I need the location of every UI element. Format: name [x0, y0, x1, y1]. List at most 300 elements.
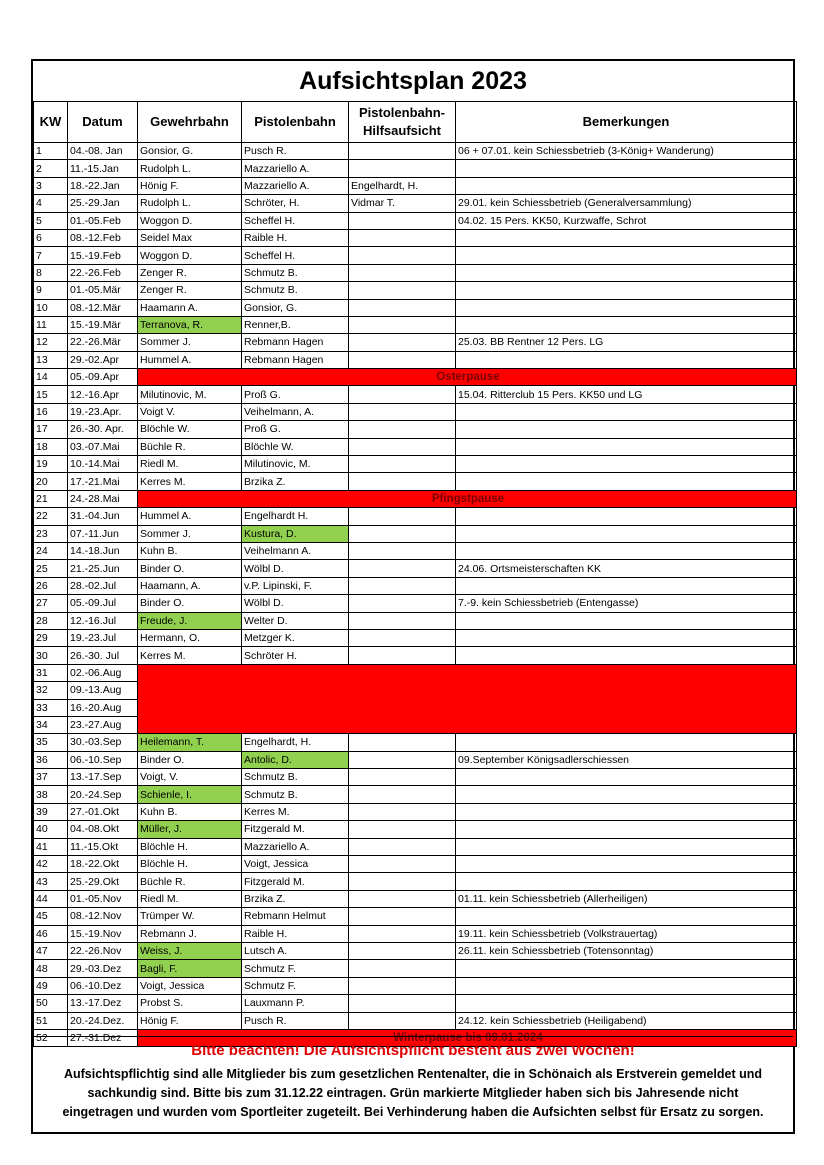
hilfsaufsicht-cell [349, 316, 456, 333]
table-row [34, 247, 797, 264]
kw-cell: 26 [34, 577, 68, 594]
hilfsaufsicht-cell [349, 560, 456, 577]
table-row [34, 229, 797, 246]
pistolenbahn-cell: Proß G. [242, 386, 349, 403]
kw-cell: 38 [34, 786, 68, 803]
gewehrbahn-cell: Hönig F. [138, 1012, 242, 1029]
pistolenbahn-cell: Schmutz B. [242, 786, 349, 803]
bemerkung-cell [456, 960, 797, 977]
gewehrbahn-cell: Hummel A. [138, 508, 242, 525]
bemerkung-cell [456, 177, 797, 194]
gewehrbahn-cell: Voigt, V. [138, 769, 242, 786]
table-row [34, 960, 797, 977]
pistolenbahn-cell: Renner,B. [242, 316, 349, 333]
table-row [34, 942, 797, 959]
bemerkung-cell [456, 786, 797, 803]
table-row [34, 508, 797, 525]
bemerkung-cell [456, 612, 797, 629]
kw-cell: 1 [34, 143, 68, 160]
date-cell: 18.-22.Okt [68, 856, 138, 873]
table-row [34, 856, 797, 873]
table-row [34, 577, 797, 594]
table-row [34, 560, 797, 577]
table-row [34, 334, 797, 351]
date-cell: 11.-15.Jan [68, 160, 138, 177]
bemerkung-cell: 04.02. 15 Pers. KK50, Kurzwaffe, Schrot [456, 212, 797, 229]
pistolenbahn-cell: v.P. Lipinski, F. [242, 577, 349, 594]
bemerkung-cell [456, 734, 797, 751]
gewehrbahn-cell: Blöchle H. [138, 856, 242, 873]
hilfsaufsicht-cell [349, 821, 456, 838]
bemerkung-cell [456, 508, 797, 525]
hilfsaufsicht-cell [349, 212, 456, 229]
pistolenbahn-cell: Brzika Z. [242, 890, 349, 907]
bemerkung-cell [456, 229, 797, 246]
hilfsaufsicht-cell [349, 456, 456, 473]
kw-cell: 7 [34, 247, 68, 264]
kw-cell: 42 [34, 856, 68, 873]
hilfsaufsicht-cell [349, 803, 456, 820]
date-cell: 15.-19.Nov [68, 925, 138, 942]
bemerkung-cell [456, 577, 797, 594]
footer [33, 1036, 793, 1133]
kw-cell: 46 [34, 925, 68, 942]
page-title: Aufsichtsplan 2023 [33, 61, 793, 102]
hilfsaufsicht-cell [349, 647, 456, 664]
date-cell: 25.-29.Jan [68, 195, 138, 212]
hilfsaufsicht-cell [349, 160, 456, 177]
schedule-rows [34, 143, 797, 1047]
hilfsaufsicht-cell [349, 838, 456, 855]
bemerkung-cell [456, 282, 797, 299]
hilfsaufsicht-cell [349, 751, 456, 768]
bemerkung-cell: 24.12. kein Schiessbetrieb (Heiligabend) [456, 1012, 797, 1029]
kw-cell: 52 [34, 1029, 68, 1046]
kw-cell: 21 [34, 490, 68, 507]
header-hilfsaufsicht-line1: Pistolenbahn- [359, 105, 445, 120]
pistolenbahn-cell: Veihelmann, A. [242, 403, 349, 420]
bemerkung-cell [456, 456, 797, 473]
pistolenbahn-cell: Proß G. [242, 421, 349, 438]
kw-cell: 37 [34, 769, 68, 786]
table-row [34, 525, 797, 542]
kw-cell: 10 [34, 299, 68, 316]
gewehrbahn-cell: Woggon D. [138, 247, 242, 264]
date-cell: 02.-06.Aug [68, 664, 138, 681]
pistolenbahn-cell: Fitzgerald M. [242, 873, 349, 890]
kw-cell: 32 [34, 682, 68, 699]
bemerkung-cell: 26.11. kein Schiessbetrieb (Totensonntag) [456, 942, 797, 959]
footer-text: Aufsichtspflichtig sind alle Mitglieder bis zum gesetzlichen Rentenalter, die in Schönaich als Erstverein gemeldet und sachkundig sind. Bitte bis zum 31.12.22 eintragen. Grün markierte Mitglieder haben sich bis Jahresende nicht eingetragen und wurden vom Sportleiter zugeteilt. Bei Verhinderung haben die Aufsichten selbst für Ersatz zu sorgen. [62, 1067, 764, 1119]
pistolenbahn-cell: Schröter, H. [242, 195, 349, 212]
date-cell: 27.-31.Dez [68, 1029, 138, 1046]
table-row [34, 264, 797, 281]
hilfsaufsicht-cell [349, 403, 456, 420]
gewehrbahn-cell: Hönig F. [138, 177, 242, 194]
pistolenbahn-cell: Blöchle W. [242, 438, 349, 455]
date-cell: 17.-21.Mai [68, 473, 138, 490]
header-kw: KW [34, 102, 68, 143]
hilfsaufsicht-cell [349, 890, 456, 907]
date-cell: 26.-30. Jul [68, 647, 138, 664]
table-row [34, 873, 797, 890]
table-row [34, 595, 797, 612]
table-row [34, 612, 797, 629]
hilfsaufsicht-cell [349, 856, 456, 873]
hilfsaufsicht-cell [349, 473, 456, 490]
gewehrbahn-cell: Weiss, J. [138, 942, 242, 959]
pistolenbahn-cell: Schmutz B. [242, 264, 349, 281]
hilfsaufsicht-cell [349, 629, 456, 646]
table-row [34, 751, 797, 768]
table-row [34, 177, 797, 194]
table-row [34, 369, 797, 386]
gewehrbahn-cell: Seidel Max [138, 229, 242, 246]
pause-block [138, 664, 797, 734]
kw-cell: 15 [34, 386, 68, 403]
date-cell: 08.-12.Feb [68, 229, 138, 246]
kw-cell: 30 [34, 647, 68, 664]
gewehrbahn-cell: Zenger R. [138, 264, 242, 281]
table-row [34, 925, 797, 942]
hilfsaufsicht-cell [349, 508, 456, 525]
gewehrbahn-cell: Büchle R. [138, 873, 242, 890]
kw-cell: 3 [34, 177, 68, 194]
pistolenbahn-cell: Engelhardt H. [242, 508, 349, 525]
bemerkung-cell: 7.-9. kein Schiessbetrieb (Entengasse) [456, 595, 797, 612]
hilfsaufsicht-cell [349, 351, 456, 368]
kw-cell: 43 [34, 873, 68, 890]
gewehrbahn-cell: Rudolph L. [138, 195, 242, 212]
date-cell: 06.-10.Sep [68, 751, 138, 768]
notice-text: Bitte beachten! Die Aufsichtspflicht besteht aus zwei Wochen! [191, 1042, 635, 1059]
table-row [34, 890, 797, 907]
bemerkung-cell [456, 542, 797, 559]
date-cell: 09.-13.Aug [68, 682, 138, 699]
hilfsaufsicht-cell [349, 960, 456, 977]
pistolenbahn-cell: Schmutz B. [242, 769, 349, 786]
date-cell: 12.-16.Apr [68, 386, 138, 403]
kw-cell: 23 [34, 525, 68, 542]
bemerkung-cell [456, 629, 797, 646]
kw-cell: 36 [34, 751, 68, 768]
kw-cell: 39 [34, 803, 68, 820]
pistolenbahn-cell: Schmutz F. [242, 960, 349, 977]
gewehrbahn-cell: Kuhn B. [138, 803, 242, 820]
pistolenbahn-cell: Raible H. [242, 925, 349, 942]
kw-cell: 19 [34, 456, 68, 473]
gewehrbahn-cell: Probst S. [138, 995, 242, 1012]
table-row [34, 456, 797, 473]
gewehrbahn-cell: Kuhn B. [138, 542, 242, 559]
date-cell: 01.-05.Feb [68, 212, 138, 229]
gewehrbahn-cell: Trümper W. [138, 908, 242, 925]
pistolenbahn-cell: Metzger K. [242, 629, 349, 646]
date-cell: 01.-05.Mär [68, 282, 138, 299]
bemerkung-cell [456, 908, 797, 925]
bemerkung-cell [456, 160, 797, 177]
pause-banner: Winterpause bis 09.01.2024 [138, 1029, 797, 1046]
table-row [34, 143, 797, 160]
hilfsaufsicht-cell [349, 542, 456, 559]
bemerkung-cell [456, 403, 797, 420]
kw-cell: 16 [34, 403, 68, 420]
hilfsaufsicht-cell [349, 873, 456, 890]
date-cell: 25.-29.Okt [68, 873, 138, 890]
gewehrbahn-cell: Binder O. [138, 751, 242, 768]
bemerkung-cell [456, 856, 797, 873]
table-row [34, 821, 797, 838]
gewehrbahn-cell: Rebmann J. [138, 925, 242, 942]
kw-cell: 8 [34, 264, 68, 281]
kw-cell: 22 [34, 508, 68, 525]
kw-cell: 20 [34, 473, 68, 490]
hilfsaufsicht-cell: Vidmar T. [349, 195, 456, 212]
pistolenbahn-cell: Mazzariello A. [242, 177, 349, 194]
gewehrbahn-cell: Voigt, Jessica [138, 977, 242, 994]
kw-cell: 25 [34, 560, 68, 577]
date-cell: 27.-01.Okt [68, 803, 138, 820]
date-cell: 20.-24.Dez. [68, 1012, 138, 1029]
date-cell: 22.-26.Mär [68, 334, 138, 351]
table-row [34, 629, 797, 646]
gewehrbahn-cell: Kerres M. [138, 647, 242, 664]
kw-cell: 29 [34, 629, 68, 646]
date-cell: 07.-11.Jun [68, 525, 138, 542]
bemerkung-cell [456, 873, 797, 890]
gewehrbahn-cell: Haamann, A. [138, 577, 242, 594]
kw-cell: 27 [34, 595, 68, 612]
date-cell: 08.-12.Mär [68, 299, 138, 316]
gewehrbahn-cell: Sommer J. [138, 525, 242, 542]
pistolenbahn-cell: Scheffel H. [242, 212, 349, 229]
hilfsaufsicht-cell [349, 734, 456, 751]
gewehrbahn-cell: Riedl M. [138, 456, 242, 473]
kw-cell: 50 [34, 995, 68, 1012]
pistolenbahn-cell: Gonsior, G. [242, 299, 349, 316]
hilfsaufsicht-cell [349, 942, 456, 959]
kw-cell: 45 [34, 908, 68, 925]
gewehrbahn-cell: Hummel A. [138, 351, 242, 368]
pause-banner: Osterpause [138, 369, 797, 386]
bemerkung-cell [456, 473, 797, 490]
schedule-table [33, 101, 797, 1047]
table-row [34, 769, 797, 786]
kw-cell: 4 [34, 195, 68, 212]
hilfsaufsicht-cell [349, 595, 456, 612]
gewehrbahn-cell: Freude, J. [138, 612, 242, 629]
date-cell: 30.-03.Sep [68, 734, 138, 751]
pistolenbahn-cell: Mazzariello A. [242, 838, 349, 855]
table-row [34, 473, 797, 490]
pistolenbahn-cell: Schmutz F. [242, 977, 349, 994]
kw-cell: 48 [34, 960, 68, 977]
gewehrbahn-cell: Milutinovic, M. [138, 386, 242, 403]
date-cell: 26.-30. Apr. [68, 421, 138, 438]
pistolenbahn-cell: Rebmann Hagen [242, 334, 349, 351]
table-row [34, 421, 797, 438]
hilfsaufsicht-cell [349, 525, 456, 542]
date-cell: 19.-23.Jul [68, 629, 138, 646]
kw-cell: 24 [34, 542, 68, 559]
table-row [34, 403, 797, 420]
gewehrbahn-cell: Blöchle H. [138, 838, 242, 855]
kw-cell: 11 [34, 316, 68, 333]
bemerkung-cell: 09.September Königsadlerschiessen [456, 751, 797, 768]
hilfsaufsicht-cell [349, 769, 456, 786]
hilfsaufsicht-cell [349, 438, 456, 455]
hilfsaufsicht-cell [349, 247, 456, 264]
kw-cell: 34 [34, 716, 68, 733]
date-cell: 08.-12.Nov [68, 908, 138, 925]
date-cell: 12.-16.Jul [68, 612, 138, 629]
table-row [34, 160, 797, 177]
header-gewehrbahn: Gewehrbahn [138, 102, 242, 143]
header-row [34, 102, 797, 143]
date-cell: 01.-05.Nov [68, 890, 138, 907]
table-row [34, 803, 797, 820]
hilfsaufsicht-cell [349, 143, 456, 160]
pistolenbahn-cell: Voigt, Jessica [242, 856, 349, 873]
bemerkung-cell [456, 351, 797, 368]
date-cell: 19.-23.Apr. [68, 403, 138, 420]
table-row [34, 386, 797, 403]
date-cell: 28.-02.Jul [68, 577, 138, 594]
table-row [34, 299, 797, 316]
date-cell: 24.-28.Mai [68, 490, 138, 507]
bemerkung-cell [456, 299, 797, 316]
kw-cell: 5 [34, 212, 68, 229]
header-datum: Datum [68, 102, 138, 143]
pistolenbahn-cell: Antolic, D. [242, 751, 349, 768]
gewehrbahn-cell: Haamann A. [138, 299, 242, 316]
pistolenbahn-cell: Schröter H. [242, 647, 349, 664]
bemerkung-cell: 15.04. Ritterclub 15 Pers. KK50 und LG [456, 386, 797, 403]
pause-banner: Pfingstpause [138, 490, 797, 507]
table-row [34, 490, 797, 507]
pistolenbahn-cell: Mazzariello A. [242, 160, 349, 177]
gewehrbahn-cell: Riedl M. [138, 890, 242, 907]
table-row [34, 282, 797, 299]
kw-cell: 35 [34, 734, 68, 751]
pistolenbahn-cell: Raible H. [242, 229, 349, 246]
gewehrbahn-cell: Rudolph L. [138, 160, 242, 177]
header-bemerkungen: Bemerkungen [456, 102, 797, 143]
table-row [34, 838, 797, 855]
pistolenbahn-cell: Lauxmann P. [242, 995, 349, 1012]
hilfsaufsicht-cell [349, 577, 456, 594]
pistolenbahn-cell: Rebmann Helmut [242, 908, 349, 925]
gewehrbahn-cell: Heilemann, T. [138, 734, 242, 751]
table-row [34, 786, 797, 803]
table-row [34, 351, 797, 368]
table-row [34, 316, 797, 333]
table-row [34, 664, 797, 681]
pistolenbahn-cell: Engelhardt, H. [242, 734, 349, 751]
pistolenbahn-cell: Milutinovic, M. [242, 456, 349, 473]
gewehrbahn-cell: Zenger R. [138, 282, 242, 299]
kw-cell: 2 [34, 160, 68, 177]
gewehrbahn-cell: Büchle R. [138, 438, 242, 455]
table-row [34, 977, 797, 994]
gewehrbahn-cell: Sommer J. [138, 334, 242, 351]
gewehrbahn-cell: Schienle, I. [138, 786, 242, 803]
bemerkung-cell [456, 977, 797, 994]
kw-cell: 28 [34, 612, 68, 629]
gewehrbahn-cell: Müller, J. [138, 821, 242, 838]
bemerkung-cell [456, 647, 797, 664]
pistolenbahn-cell: Welter D. [242, 612, 349, 629]
gewehrbahn-cell: Voigt V. [138, 403, 242, 420]
hilfsaufsicht-cell [349, 282, 456, 299]
pistolenbahn-cell: Wölbl D. [242, 560, 349, 577]
table-row [34, 908, 797, 925]
date-cell: 31.-04.Jun [68, 508, 138, 525]
pistolenbahn-cell: Wölbl D. [242, 595, 349, 612]
date-cell: 10.-14.Mai [68, 456, 138, 473]
hilfsaufsicht-cell [349, 264, 456, 281]
hilfsaufsicht-cell [349, 977, 456, 994]
date-cell: 03.-07.Mai [68, 438, 138, 455]
header-hilfsaufsicht-line2: Hilfsaufsicht [362, 123, 441, 138]
schedule-sheet [31, 59, 795, 1134]
gewehrbahn-cell: Blöchle W. [138, 421, 242, 438]
date-cell: 29.-02.Apr [68, 351, 138, 368]
table-row [34, 212, 797, 229]
date-cell: 13.-17.Sep [68, 769, 138, 786]
kw-cell: 44 [34, 890, 68, 907]
date-cell: 18.-22.Jan [68, 177, 138, 194]
hilfsaufsicht-cell [349, 334, 456, 351]
kw-cell: 40 [34, 821, 68, 838]
pistolenbahn-cell: Kerres M. [242, 803, 349, 820]
kw-cell: 14 [34, 369, 68, 386]
table-row [34, 542, 797, 559]
table-row [34, 995, 797, 1012]
pistolenbahn-cell: Veihelmann A. [242, 542, 349, 559]
table-row [34, 647, 797, 664]
hilfsaufsicht-cell [349, 386, 456, 403]
gewehrbahn-cell: Binder O. [138, 595, 242, 612]
gewehrbahn-cell: Woggon D. [138, 212, 242, 229]
hilfsaufsicht-cell: Engelhardt, H. [349, 177, 456, 194]
kw-cell: 12 [34, 334, 68, 351]
pistolenbahn-cell: Pusch R. [242, 143, 349, 160]
bemerkung-cell [456, 803, 797, 820]
kw-cell: 9 [34, 282, 68, 299]
bemerkung-cell [456, 264, 797, 281]
bemerkung-cell: 25.03. BB Rentner 12 Pers. LG [456, 334, 797, 351]
bemerkung-cell [456, 316, 797, 333]
hilfsaufsicht-cell [349, 995, 456, 1012]
hilfsaufsicht-cell [349, 925, 456, 942]
header-pistolenbahn: Pistolenbahn [242, 102, 349, 143]
date-cell: 21.-25.Jun [68, 560, 138, 577]
bemerkung-cell: 24.06. Ortsmeisterschaften KK [456, 560, 797, 577]
hilfsaufsicht-cell [349, 229, 456, 246]
date-cell: 04.-08. Jan [68, 143, 138, 160]
bemerkung-cell [456, 821, 797, 838]
bemerkung-cell: 29.01. kein Schiessbetrieb (Generalversammlung) [456, 195, 797, 212]
date-cell: 11.-15.Okt [68, 838, 138, 855]
gewehrbahn-cell: Kerres M. [138, 473, 242, 490]
kw-cell: 31 [34, 664, 68, 681]
bemerkung-cell: 06 + 07.01. kein Schiessbetrieb (3-König+ Wanderung) [456, 143, 797, 160]
pistolenbahn-cell: Schmutz B. [242, 282, 349, 299]
bemerkung-cell: 01.11. kein Schiessbetrieb (Allerheiligen) [456, 890, 797, 907]
date-cell: 29.-03.Dez [68, 960, 138, 977]
date-cell: 20.-24.Sep [68, 786, 138, 803]
